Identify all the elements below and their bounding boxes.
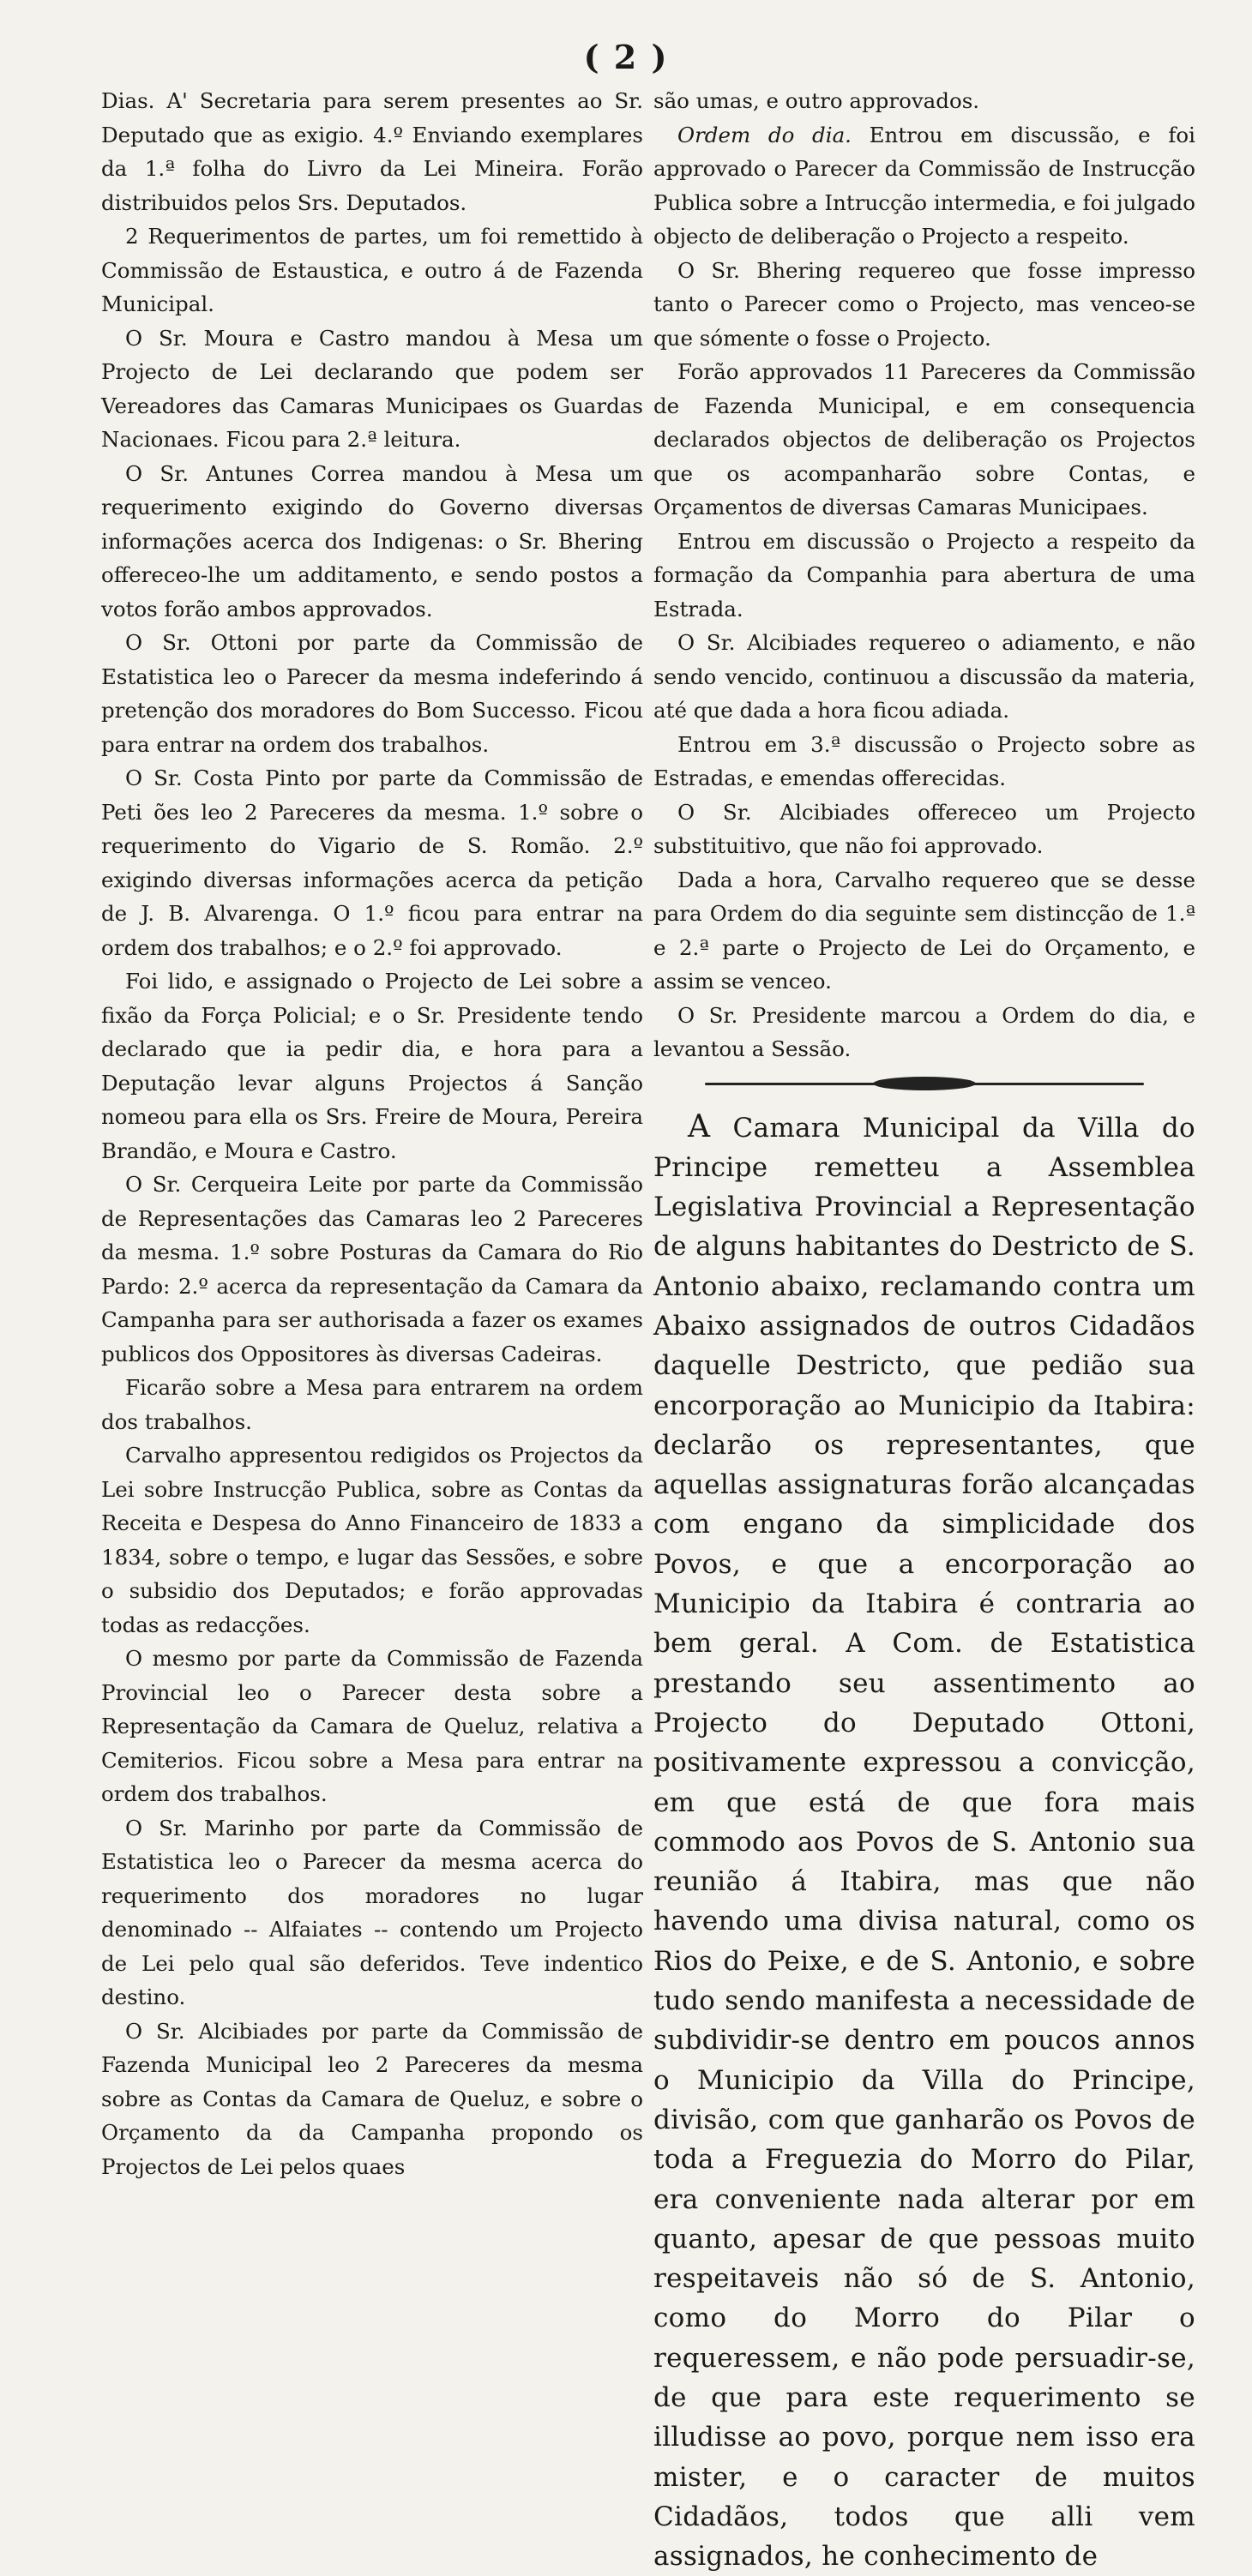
paragraph: O Sr. Alcibiades requereo o adiamento, e não sendo vencido, continuou a discussão da materia, até que dada a hora ficou adiada. bbox=[653, 626, 1195, 728]
ornamental-divider bbox=[705, 1075, 1144, 1092]
paragraph: Entrou em 3.ª discussão o Projecto sobre as Estradas, e emendas offerecidas. bbox=[653, 728, 1195, 796]
paragraph: Ficarão sobre a Mesa para entrarem na ordem dos trabalhos. bbox=[101, 1371, 643, 1438]
paragraph: Carvalho appresentou redigidos os Projectos da Lei sobre Instrucção Publica, sobre as Contas da Receita e Despesa do Anno Financeiro de 1833 a 1834, sobre o tempo, e lugar das Sessões, e sobre o subsidio dos Deputados; e forão approvadas todas as redacções. bbox=[101, 1438, 643, 1642]
paragraph: O Sr. Ottoni por parte da Commissão de Estatistica leo o Parecer da mesma indeferindo á pretenção dos moradores do Bom Successo. Ficou para entrar na ordem dos trabalhos. bbox=[101, 626, 643, 761]
paragraph: O Sr. Cerqueira Leite por parte da Commissão de Representações das Camaras leo 2 Pareceres da mesma. 1.º sobre Posturas da Camara do Rio Pardo: 2.º acerca da representação da Camara da Campanha para ser authorisada a fazer os exames publicos dos Oppositores às diversas Cadeiras. bbox=[101, 1168, 643, 1371]
left-column bbox=[101, 84, 643, 2183]
page-number: ( 2 ) bbox=[0, 38, 1252, 76]
paragraph: O Sr. Moura e Castro mandou à Mesa um Projecto de Lei declarando que podem ser Vereadores das Camaras Municipaes os Guardas Nacionaes. Ficou para 2.ª leitura. bbox=[101, 321, 643, 457]
paragraph-text: Entrou em discussão, e foi approvado o Parecer da Commissão de Instrucção Publica sobre a Intrucção intermedia, e foi julgado objecto de deliberação o Projecto a respeito. bbox=[653, 123, 1195, 249]
right-column bbox=[653, 84, 1195, 2576]
paragraph: O Sr. Antunes Correa mandou à Mesa um requerimento exigindo do Governo diversas informações acerca dos Indigenas: o Sr. Bhering offereceo-lhe um additamento, e sendo postos a votos forão ambos approvados. bbox=[101, 457, 643, 627]
ordem-do-dia-heading: Ordem do dia. bbox=[677, 123, 852, 147]
paragraph: 2 Requerimentos de partes, um foi remettido à Commissão de Estaustica, e outro á de Fazenda Municipal. bbox=[101, 219, 643, 321]
paragraph: O Sr. Bhering requereo que fosse impresso tanto o Parecer como o Projecto, mas venceo-se que sómente o fosse o Projecto. bbox=[653, 254, 1195, 356]
paragraph: são umas, e outro approvados. bbox=[653, 84, 1195, 118]
paragraph: O Sr. Marinho por parte da Commissão de Estatistica leo o Parecer da mesma acerca do requerimento dos moradores no lugar denominado -- Alfaiates -- contendo um Projecto de Lei pelo qual são deferidos. Teve indentico destino. bbox=[101, 1811, 643, 2015]
notice-paragraph bbox=[653, 1108, 1195, 2576]
paragraph: O Sr. Presidente marcou a Ordem do dia, e levantou a Sessão. bbox=[653, 999, 1195, 1066]
notice-text: Camara Municipal da Villa do Principe remetteu a Assemblea Legislativa Provincial a Representação de alguns habitantes do Destricto de S. Antonio abaixo, reclamando contra um Abaixo assignados de outros Cidadãos daquelle Destricto, que pedião sua encorporação ao Municipio da Itabira: declarão os representantes, que aquellas assignaturas forão alcançadas com engano da simplicidade dos Povos, e que a encorporação ao Municipio da Itabira é contraria ao bem geral. A Com. de Estatistica prestando seu assentimento ao Projecto do Deputado Ottoni, positivamente expressou a convicção, em que está de que fora mais commodo aos Povos de S. Antonio sua reunião á Itabira, mas que não havendo uma divisa natural, como os Rios do Peixe, e de S. Antonio, e sobre tudo sendo manifesta a necessidade de subdividir-se dentro em poucos annos o Municipio da Villa do Principe, divisão, com que ganharão os Povos de toda a Freguezia do Morro do Pilar, era conveniente nada alterar por em quanto, apesar de que pessoas muito respeitaveis não só de S. Antonio, como do Morro do Pilar o requeressem, e não pode persuadir-se, de que para este requerimento se illudisse ao povo, porque nem isso era mister, e o caracter de muitos Cidadãos, todos que alli vem assignados, he conhecimento de bbox=[653, 1113, 1195, 2573]
paragraph: O Sr. Costa Pinto por parte da Commissão de Peti ões leo 2 Pareceres da mesma. 1.º sobre o requerimento do Vigario de S. Romão. 2.º exigindo diversas informações acerca da petição de J. B. Alvarenga. O 1.º ficou para entrar na ordem dos trabalhos; e o 2.º foi approvado. bbox=[101, 761, 643, 964]
notice-lead-letter: A bbox=[688, 1109, 710, 1144]
paragraph: Dias. A' Secretaria para serem presentes ao Sr. Deputado que as exigio. 4.º Enviando exemplares da 1.ª folha do Livro da Lei Mineira. Forão distribuidos pelos Srs. Deputados. bbox=[101, 84, 643, 219]
paragraph: Entrou em discussão o Projecto a respeito da formação da Companhia para abertura de uma Estrada. bbox=[653, 525, 1195, 627]
paragraph: O mesmo por parte da Commissão de Fazenda Provincial leo o Parecer desta sobre a Representação da Camara de Queluz, relativa a Cemiterios. Ficou sobre a Mesa para entrar na ordem dos trabalhos. bbox=[101, 1642, 643, 1811]
paragraph: O Sr. Alcibiades por parte da Commissão de Fazenda Municipal leo 2 Pareceres da mesma sobre as Contas da Camara de Queluz, e sobre o Orçamento da da Campanha propondo os Projectos de Lei pelos quaes bbox=[101, 2015, 643, 2184]
paragraph-ordem-do-dia bbox=[653, 118, 1195, 254]
paragraph: Foi lido, e assignado o Projecto de Lei sobre a fixão da Força Policial; e o Sr. Presidente tendo declarado que ia pedir dia, e hora para a Deputação levar alguns Projectos á Sanção nomeou para ella os Srs. Freire de Moura, Pereira Brandão, e Moura e Castro. bbox=[101, 964, 643, 1168]
paragraph: O Sr. Alcibiades offereceo um Projecto substituitivo, que não foi approvado. bbox=[653, 796, 1195, 863]
paragraph: Forão approvados 11 Pareceres da Commissão de Fazenda Municipal, e em consequencia declarados objectos de deliberação os Projectos que os acompanharão sobre Contas, e Orçamentos de diversas Camaras Municipaes. bbox=[653, 355, 1195, 525]
paragraph: Dada a hora, Carvalho requereo que se desse para Ordem do dia seguinte sem distincção de 1.ª e 2.ª parte o Projecto de Lei do Orçamento, e assim se venceo. bbox=[653, 863, 1195, 999]
